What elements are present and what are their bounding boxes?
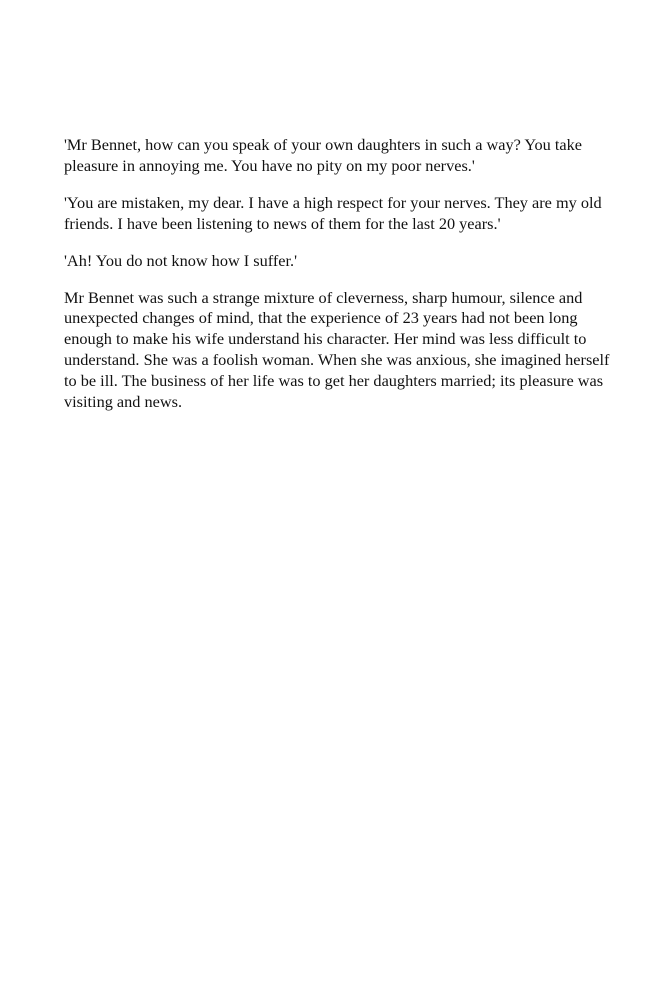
paragraph-2: 'You are mistaken, my dear. I have a high respect for your nerves. They are my old friends. I have been listening to news of them for the last 20 years.' [64, 192, 602, 233]
body-text [64, 135, 616, 429]
paragraph-1: 'Mr Bennet, how can you speak of your own daughters in such a way? You take pleasure in annoying me. You have no pity on my poor nerves.' [64, 135, 582, 175]
paragraph-4: Mr Bennet was such a strange mixture of cleverness, sharp humour, silence and unexpected changes of mind, that the experience of 23 years had not been long enough to make his wife understand his character. Her mind was less difficult to understand. She was a foolish woman. When she was anxious, she imagined herself to be ill. The business of her life was to get her daughters married; its pleasure was visiting and news. [64, 287, 610, 411]
paragraph-3: 'Ah! You do not know how I suffer.' [64, 250, 298, 270]
